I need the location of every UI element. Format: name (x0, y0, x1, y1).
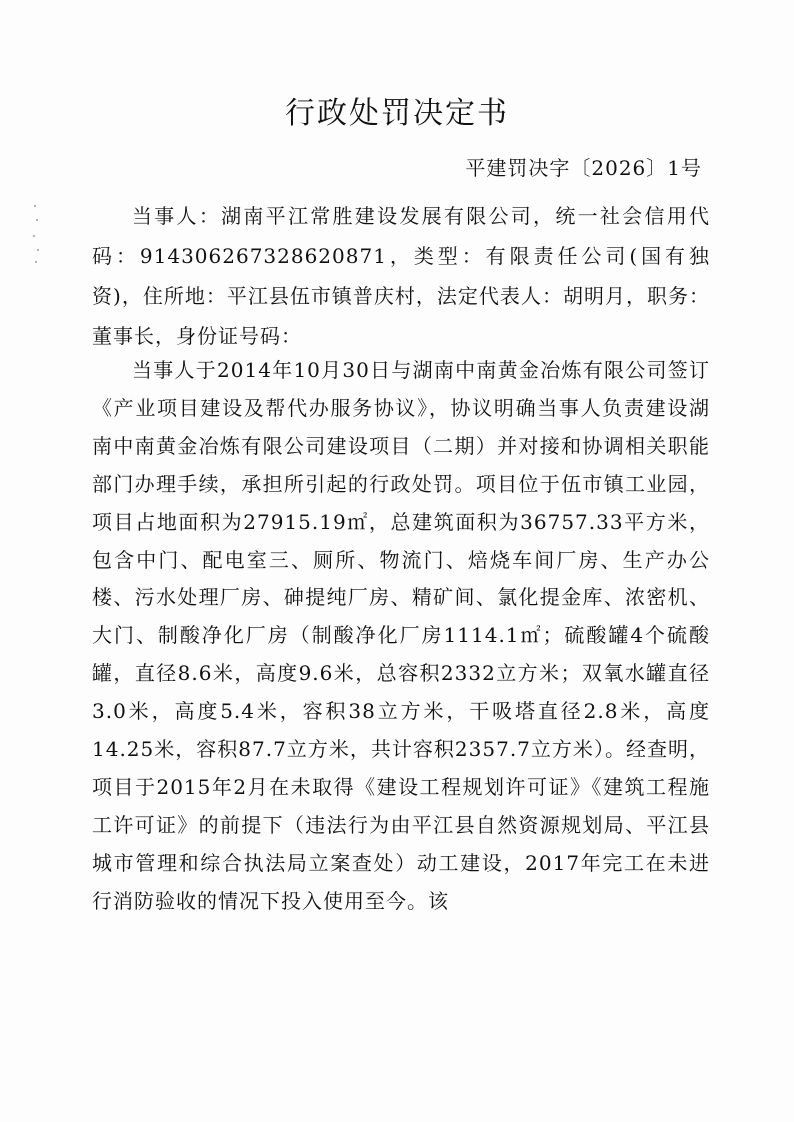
document-title: 行政处罚决定书 (285, 96, 509, 131)
scan-artifacts (30, 205, 42, 265)
document-number: 平建罚决字〔2026〕1号 (465, 156, 702, 180)
party-info-paragraph: 当事人：湖南平江常胜建设发展有限公司，统一社会信用代码：914306267328620871，类型：有限责任公司(国有独资)，住所地：平江县伍市镇普庆村，法定代表人：胡明月，职务：董事长，身份证号码： (92, 204, 710, 348)
facts-paragraph: 当事人于2014年10月30日与湖南中南黄金冶炼有限公司签订《产业项目建设及帮代办服务协议》，协议明确当事人负责建设湖南中南黄金冶炼有限公司建设项目（二期）并对接和协调相关职能部门办理手续，承担所引起的行政处罚。项目位于伍市镇工业园，项目占地面积为27915.19㎡，总建筑面积为36757.33平方米，包含中门、配电室三、厕所、物流门、焙烧车间厂房、生产办公楼、污水处理厂房、砷提纯厂房、精矿间、氯化提金库、浓密机、大门、制酸净化厂房（制酸净化厂房1114.1㎡；硫酸罐4个硫酸罐，直径8.6米，高度9.6米，总容积2332立方米；双氧水罐直径3.0米，高度5.4米，容积38立方米，干吸塔直径2.8米，高度14.25米，容积87.7立方米，共计容积2357.7立方米）。经查明，项目于2015年2月在未取得《建设工程规划许可证》《建筑工程施工许可证》的前提下（违法行为由平江县自然资源规划局、平江县城市管理和综合执法局立案查处）动工建设，2017年完工在未进行消防验收的情况下投入使用至今。该 (92, 358, 710, 913)
